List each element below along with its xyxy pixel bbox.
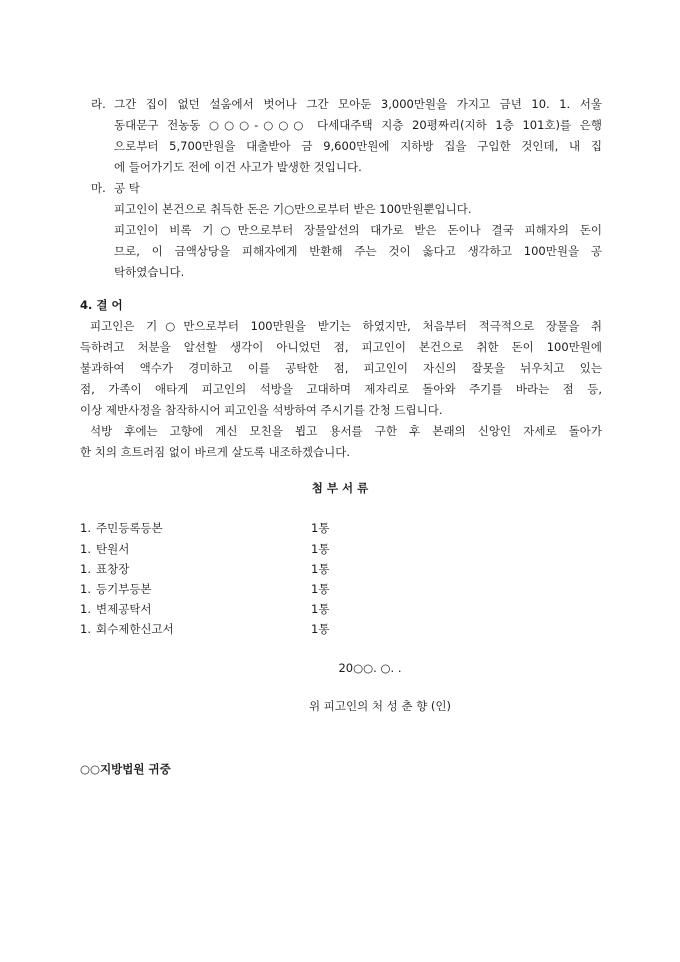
attachment-name: 탄원서: [96, 542, 130, 556]
conclusion-para2-line-2: 한 치의 흐트러짐 없이 바르게 살도록 내조하겠습니다.: [80, 445, 350, 459]
section-ra-line-1: 그간 집이 없던 설움에서 벗어나 그간 모아둔 3,000만원을 가지고 금년 10. 1. 서울: [114, 97, 602, 111]
attachment-name: 표창장: [96, 562, 130, 576]
attachment-name: 주민등록등본: [96, 521, 163, 535]
section-ma-para2-line-2: 므로, 이 금액상당을 피해자에게 반환해 주는 것이 옳다고 생각하고 100만원을 공: [114, 244, 602, 258]
conclusion-heading: 4. 결 어: [80, 298, 123, 312]
conclusion-para2-line-1: 석방 후에는 고향에 계신 모친을 뵙고 용서를 구한 후 본래의 신앙인 자세로 돌아가: [90, 424, 602, 438]
section-ma-para1: 피고인이 본건으로 취득한 돈은 기○만으로부터 받은 100만원뿐입니다.: [114, 202, 472, 216]
conclusion-para1-line-3: 불과하여 액수가 경미하고 이를 공탁한 점, 피고인이 자신의 잘못을 뉘우치고 있는: [80, 361, 602, 375]
attachment-qty: 1통: [311, 602, 330, 616]
signature-line: 위 피고인의 처 성 춘 향 (인): [309, 699, 451, 713]
section-ma-para2-line-3: 탁하였습니다.: [114, 265, 185, 279]
conclusion-para1-line-2: 득하려고 처분을 알선할 생각이 아니었던 점, 피고인이 본건으로 취한 돈이 100만원에: [80, 340, 602, 354]
attachment-name: 회수제한신고서: [96, 622, 174, 636]
section-ma-title: 공 탁: [114, 181, 140, 195]
attachment-name: 등기부등본: [96, 582, 152, 596]
section-ma-para2-line-1: 피고인이 비록 기○만으로부터 장물알선의 대가로 받은 돈이나 결국 피해자의 돈이: [114, 223, 602, 237]
conclusion-para1-line-4: 점, 가족이 애타게 피고인의 석방을 고대하며 제자리로 돌아와 주기를 바라는 점 등,: [80, 382, 602, 396]
section-ma-label: 마.: [91, 181, 106, 195]
attachment-qty: 1통: [311, 562, 330, 576]
attachment-num: 1.: [80, 562, 91, 576]
conclusion-para1-line-1: 피고인은 기○만으로부터 100만원을 받기는 하였지만, 처음부터 적극적으로 장물을 취: [90, 319, 602, 333]
attachment-name: 변제공탁서: [96, 602, 152, 616]
attachments-title: 첨 부 서 류: [311, 481, 369, 495]
document-date: 20○○. ○. .: [338, 661, 402, 675]
attachment-num: 1.: [80, 622, 91, 636]
section-ra-label: 라.: [91, 97, 106, 111]
attachment-num: 1.: [80, 542, 91, 556]
section-ra-line-2: 동대문구 전농동 ○○○-○○○ 다세대주택 지층 20평짜리(지하 1층 101호)를 은행: [114, 118, 602, 132]
attachment-num: 1.: [80, 582, 91, 596]
attachment-qty: 1통: [311, 582, 330, 596]
attachment-num: 1.: [80, 602, 91, 616]
section-ra-line-4: 에 들어가기도 전에 이건 사고가 발생한 것입니다.: [114, 160, 362, 174]
attachment-qty: 1통: [311, 542, 330, 556]
conclusion-para1-line-5: 이상 제반사정을 참작하시어 피고인을 석방하여 주시기를 간청 드립니다.: [80, 403, 443, 417]
attachment-qty: 1통: [311, 622, 330, 636]
attachment-qty: 1통: [311, 521, 330, 535]
section-ra-line-3: 으로부터 5,700만원을 대출받아 금 9,600만원에 지하방 집을 구입한 것인데, 내 집: [114, 139, 602, 153]
court-addressee: ○○지방법원 귀중: [80, 762, 171, 776]
attachment-num: 1.: [80, 521, 91, 535]
